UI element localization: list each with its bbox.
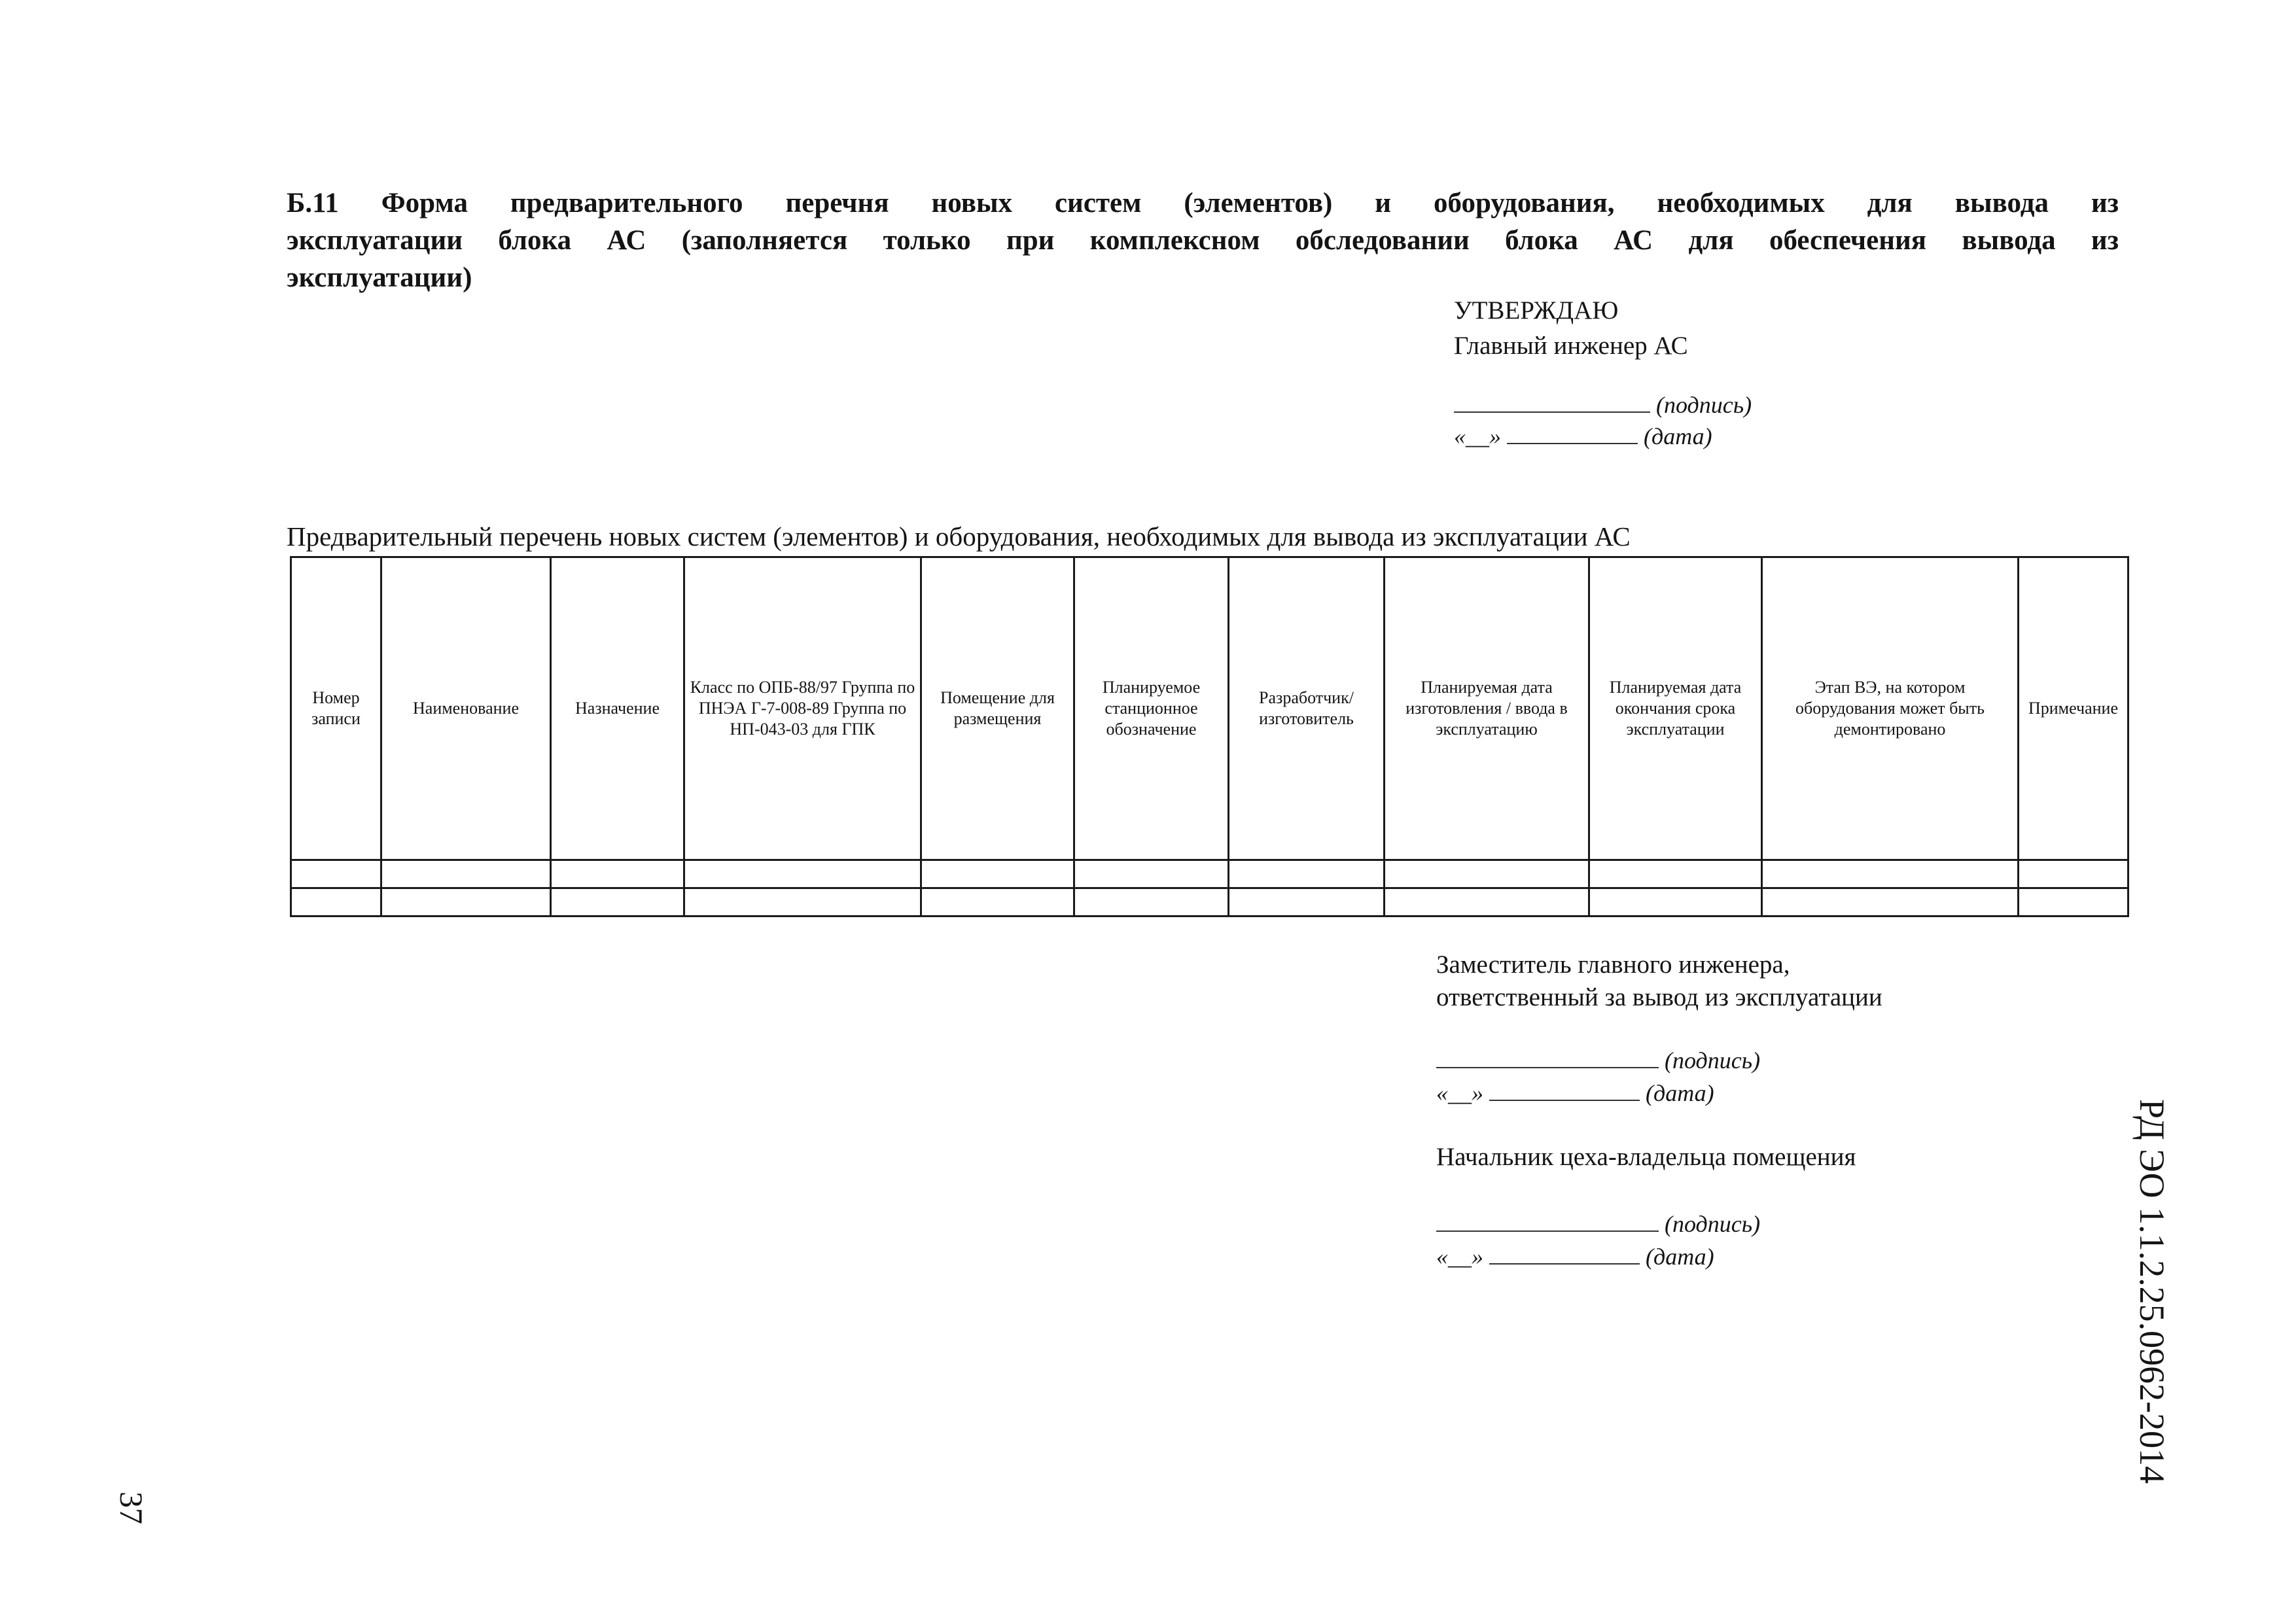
table-cell: [1589, 888, 1762, 916]
deputy-date-line: [1436, 1079, 1714, 1107]
approval-block: [1454, 293, 1688, 364]
header-room: Помещение для размещения: [921, 557, 1074, 860]
table-cell: [1229, 888, 1385, 916]
signature-label: (подпись): [1665, 1211, 1761, 1237]
heading-line-2: эксплуатации блока АС (заполняется только при комплексном обследовании блока АС для обеспечения вывода из: [287, 225, 2119, 256]
deputy-block: [1436, 949, 1882, 1014]
date-prefix: «__»: [1436, 1080, 1483, 1106]
date-blank: [1489, 1080, 1640, 1101]
table-cell: [2019, 860, 2128, 888]
document-code: РД ЭО 1.1.2.25.0962-2014: [2132, 1099, 2172, 1484]
table-cell: [1385, 860, 1589, 888]
table-cell: [1762, 888, 2019, 916]
header-notes: Примечание: [2019, 557, 2128, 860]
header-station-designation: Планируемое станционное обозначение: [1074, 557, 1229, 860]
signature-label: (подпись): [1665, 1047, 1761, 1073]
table-cell: [1074, 888, 1229, 916]
table-cell: [921, 888, 1074, 916]
signature-blank: [1436, 1211, 1659, 1232]
header-decommission-stage: Этап ВЭ, на котором оборудования может быть демонтировано: [1762, 557, 2019, 860]
approval-title: УТВЕРЖДАЮ: [1454, 296, 1619, 324]
deputy-title-line-2: ответственный за вывод из эксплуатации: [1436, 983, 1882, 1011]
approval-position: Главный инженер АС: [1454, 332, 1688, 360]
heading-line-1: Б.11 Форма предварительного перечня новых систем (элементов) и оборудования, необходимых для вывода из: [287, 188, 2119, 218]
table-cell: [1762, 860, 2019, 888]
date-blank: [1489, 1244, 1640, 1265]
table-cell: [1074, 860, 1229, 888]
approval-date-line: [1454, 423, 1712, 450]
signature-label: (подпись): [1656, 392, 1752, 418]
table-cell: [291, 860, 381, 888]
header-developer: Разработчик/ изготовитель: [1229, 557, 1385, 860]
table-cell: [551, 888, 684, 916]
page-number: 37: [113, 1492, 150, 1524]
shop-head-signature-line: [1436, 1210, 1760, 1238]
date-label: (дата): [1646, 1080, 1714, 1106]
signature-blank: [1454, 392, 1650, 413]
table-cell: [381, 860, 551, 888]
table-cell: [1589, 860, 1762, 888]
deputy-signature-line: [1436, 1047, 1760, 1074]
table-cell: [1229, 860, 1385, 888]
header-purpose: Назначение: [551, 557, 684, 860]
table-header-row: [291, 557, 2128, 860]
section-heading: [287, 184, 2119, 296]
table-row: [291, 888, 2128, 916]
date-blank: [1507, 423, 1638, 444]
table-row: [291, 860, 2128, 888]
approval-signature-line: [1454, 391, 1752, 419]
table-cell: [381, 888, 551, 916]
table-cell: [2019, 888, 2128, 916]
header-class: Класс по ОПБ-88/97 Группа по ПНЭА Г-7-008-89 Группа по НП-043-03 для ГПК: [684, 557, 921, 860]
signature-blank: [1436, 1047, 1659, 1068]
table-cell: [684, 860, 921, 888]
shop-head-title: Начальник цеха-владельца помещения: [1436, 1143, 1856, 1171]
heading-line-3: эксплуатации): [287, 262, 472, 293]
shop-head-date-line: [1436, 1243, 1714, 1270]
table-cell: [291, 888, 381, 916]
header-manufacture-date: Планируемая дата изготовления / ввода в эксплуатацию: [1385, 557, 1589, 860]
table-cell: [684, 888, 921, 916]
header-end-date: Планируемая дата окончания срока эксплуатации: [1589, 557, 1762, 860]
table-cell: [1385, 888, 1589, 916]
date-prefix: «__»: [1436, 1244, 1483, 1270]
table-caption: Предварительный перечень новых систем (элементов) и оборудования, необходимых для вывода из эксплуатации АС: [287, 521, 1631, 551]
date-prefix: «__»: [1454, 423, 1501, 449]
deputy-title-line-1: Заместитель главного инженера,: [1436, 951, 1790, 979]
equipment-list-table: [290, 556, 2129, 917]
header-name: Наименование: [381, 557, 551, 860]
table-cell: [551, 860, 684, 888]
date-label: (дата): [1646, 1244, 1714, 1270]
date-label: (дата): [1644, 423, 1712, 449]
table-cell: [921, 860, 1074, 888]
header-record-number: Номер записи: [291, 557, 381, 860]
